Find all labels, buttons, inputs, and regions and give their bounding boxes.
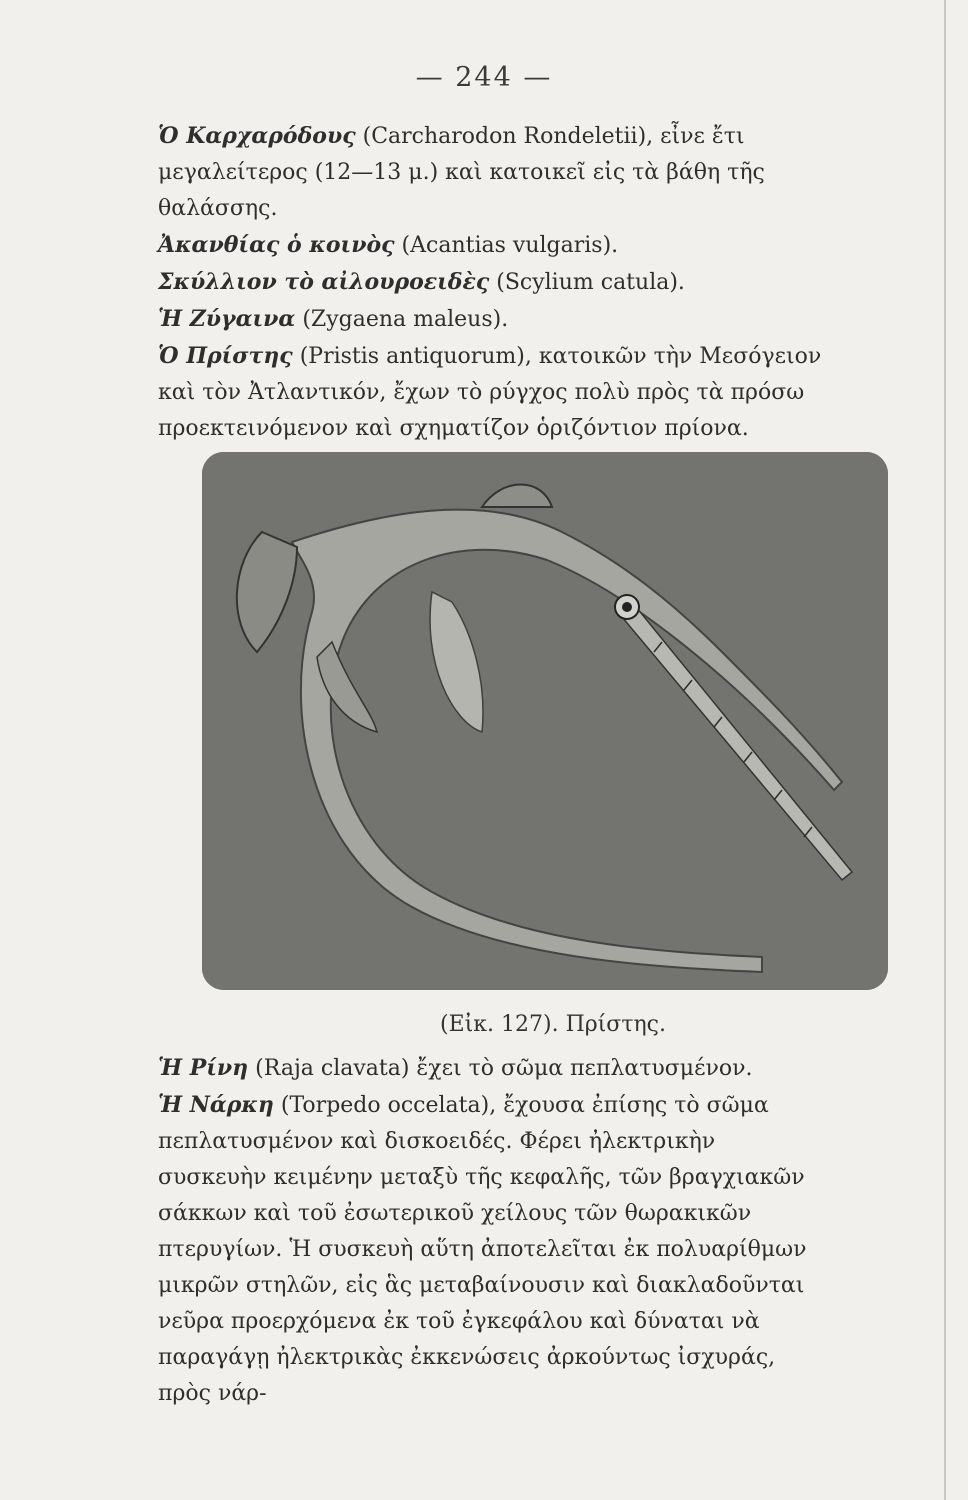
term-pristis: Ὁ Πρίστης	[158, 343, 293, 369]
page-edge-line	[944, 0, 946, 1500]
text-pristis: (Pristis antiquorum), κατοικῶν τὴν Μεσόγειον καὶ τὸν Ἀτλαντικόν, ἔχων τὸ ρύγχος πολὺ πρὸς τὰ πρόσω προεκτεινόμενον καὶ σχηματίζον ὁριζόντιον πρίονα.	[158, 344, 822, 441]
top-text-block	[138, 118, 828, 447]
paragraph-rine	[138, 1050, 828, 1087]
paragraph-pristis	[138, 338, 828, 447]
term-carcharodon: Ὁ Καρχαρόδους	[158, 123, 356, 149]
paragraph-zygaina	[138, 301, 828, 338]
sawfish-drawing	[202, 452, 888, 990]
text-carcharodon: (Carcharodon Rondeletii), εἶνε ἔτι μεγαλείτερος (12—13 μ.) καὶ κατοικεῖ εἰς τὰ βάθη τῆς θαλάσσης.	[158, 124, 765, 221]
figure-caption: (Εἰκ. 127). Πρίστης.	[440, 1012, 666, 1037]
text-skyllion: (Scylium catula).	[489, 270, 685, 295]
term-rine: Ἡ Ρίνη	[158, 1055, 249, 1081]
page-number: — 244 —	[415, 62, 553, 93]
paragraph-acanthias	[138, 227, 828, 264]
term-acanthias: Ἀκανθίας ὁ κοινὸς	[158, 232, 395, 258]
text-rine: (Raja clavata) ἔχει τὸ σῶμα πεπλατυσμένον.	[248, 1056, 753, 1081]
sawfish-illustration	[202, 452, 888, 990]
term-zygaina: Ἡ Ζύγαινα	[158, 306, 296, 332]
bottom-text-block	[138, 1050, 828, 1412]
term-skyllion: Σκύλλιον τὸ αἰλουροειδὲς	[158, 269, 490, 295]
paragraph-narke	[138, 1087, 828, 1412]
term-narke: Ἡ Νάρκη	[158, 1092, 274, 1118]
text-narke: (Torpedo occelata), ἔχουσα ἐπίσης τὸ σῶμα πεπλατυσμένον καὶ δισκοειδές. Φέρει ἠλεκτρικὴν συσκευὴν κειμένην μεταξὺ τῆς κεφαλῆς, τῶν βραγχιακῶν σάκκων καὶ τοῦ ἐσωτερικοῦ χείλους τῶν θωρακικῶν πτερυγίων. Ἡ συσκευὴ αὕτη ἀποτελεῖται ἐκ πολυαρίθμων μικρῶν στηλῶν, εἰς ἃς μεταβαίνουσιν καὶ διακλαδοῦνται νεῦρα προερχόμενα ἐκ τοῦ ἐγκεφάλου καὶ δύναται νὰ παραγάγῃ ἠλεκτρικὰς ἐκκενώσεις ἀρκούντως ἰσχυράς, πρὸς νάρ-	[158, 1093, 807, 1406]
paragraph-carcharodon	[138, 118, 828, 227]
text-acanthias: (Acantias vulgaris).	[394, 233, 619, 258]
text-zygaina: (Zygaena maleus).	[295, 307, 509, 332]
paragraph-skyllion	[138, 264, 828, 301]
